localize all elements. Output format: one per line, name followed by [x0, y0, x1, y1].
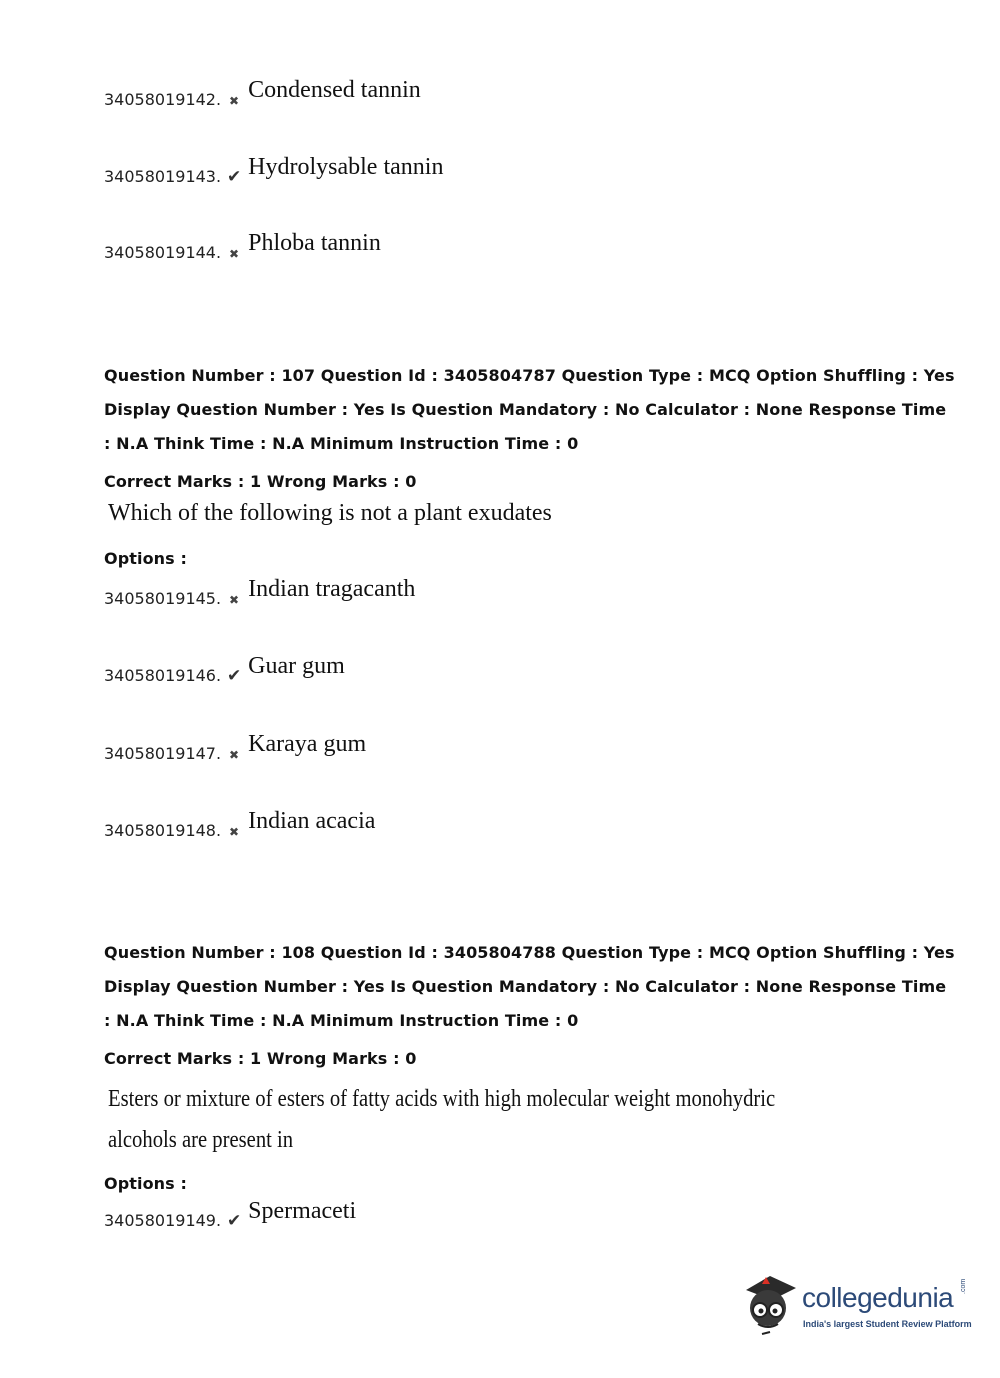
- question-text: alcohols are present in: [108, 1127, 294, 1153]
- option-id: 34058019143.: [104, 167, 222, 186]
- cross-icon: ✖: [229, 825, 240, 839]
- cross-icon: ✖: [229, 748, 240, 762]
- question-meta: Question Number : 107 Question Id : 3405804787 Question Type : MCQ Option Shuffling : Yes: [104, 366, 955, 385]
- option-text: Indian acacia: [248, 808, 376, 834]
- option-row: [104, 576, 416, 611]
- check-icon: ✔: [226, 1211, 242, 1231]
- option-id: 34058019144.: [104, 243, 222, 262]
- question-meta: Display Question Number : Yes Is Question Mandatory : No Calculator : None Response Time: [104, 977, 947, 996]
- check-icon: ✔: [226, 666, 242, 686]
- question-meta: Question Number : 108 Question Id : 3405804788 Question Type : MCQ Option Shuffling : Yes: [104, 943, 955, 962]
- options-label: Options :: [104, 1174, 187, 1193]
- option-id: 34058019145.: [104, 589, 222, 608]
- marks-info: Correct Marks : 1 Wrong Marks : 0: [104, 472, 417, 491]
- marks-info: Correct Marks : 1 Wrong Marks : 0: [104, 1049, 417, 1068]
- logo-tagline: India's largest Student Review Platform: [803, 1319, 972, 1329]
- option-text: Condensed tannin: [248, 77, 421, 103]
- cross-icon: ✖: [229, 94, 240, 108]
- question-meta: Display Question Number : Yes Is Question Mandatory : No Calculator : None Response Time: [104, 400, 947, 419]
- cross-icon: ✖: [229, 247, 240, 261]
- option-text: Indian tragacanth: [248, 576, 416, 602]
- option-row: [104, 77, 421, 112]
- option-id: 34058019142.: [104, 90, 222, 109]
- logo-wordmark: collegedunia: [802, 1282, 954, 1313]
- mascot-icon: [740, 1272, 800, 1338]
- option-row: [104, 154, 444, 189]
- option-row: [104, 731, 367, 766]
- option-row: [104, 1198, 357, 1233]
- check-icon: ✔: [226, 167, 242, 187]
- question-meta: : N.A Think Time : N.A Minimum Instruction Time : 0: [104, 1011, 579, 1030]
- cross-icon: ✖: [229, 593, 240, 607]
- question-text: Which of the following is not a plant exudates: [108, 500, 552, 526]
- option-text: Spermaceti: [248, 1198, 357, 1224]
- collegedunia-logo: [740, 1272, 980, 1338]
- option-id: 34058019147.: [104, 744, 222, 763]
- option-row: [104, 653, 345, 688]
- question-text: Esters or mixture of esters of fatty acids with high molecular weight monohydric: [108, 1086, 776, 1112]
- option-text: Guar gum: [248, 653, 345, 679]
- options-label: Options :: [104, 549, 187, 568]
- option-row: [104, 808, 376, 843]
- question-meta: : N.A Think Time : N.A Minimum Instruction Time : 0: [104, 434, 579, 453]
- option-row: [104, 230, 381, 265]
- logo-suffix: .com: [960, 1278, 967, 1294]
- option-id: 34058019148.: [104, 821, 222, 840]
- option-id: 34058019146.: [104, 666, 222, 685]
- option-text: Karaya gum: [248, 731, 367, 757]
- option-id: 34058019149.: [104, 1211, 222, 1230]
- option-text: Phloba tannin: [248, 230, 381, 256]
- option-text: Hydrolysable tannin: [248, 154, 444, 180]
